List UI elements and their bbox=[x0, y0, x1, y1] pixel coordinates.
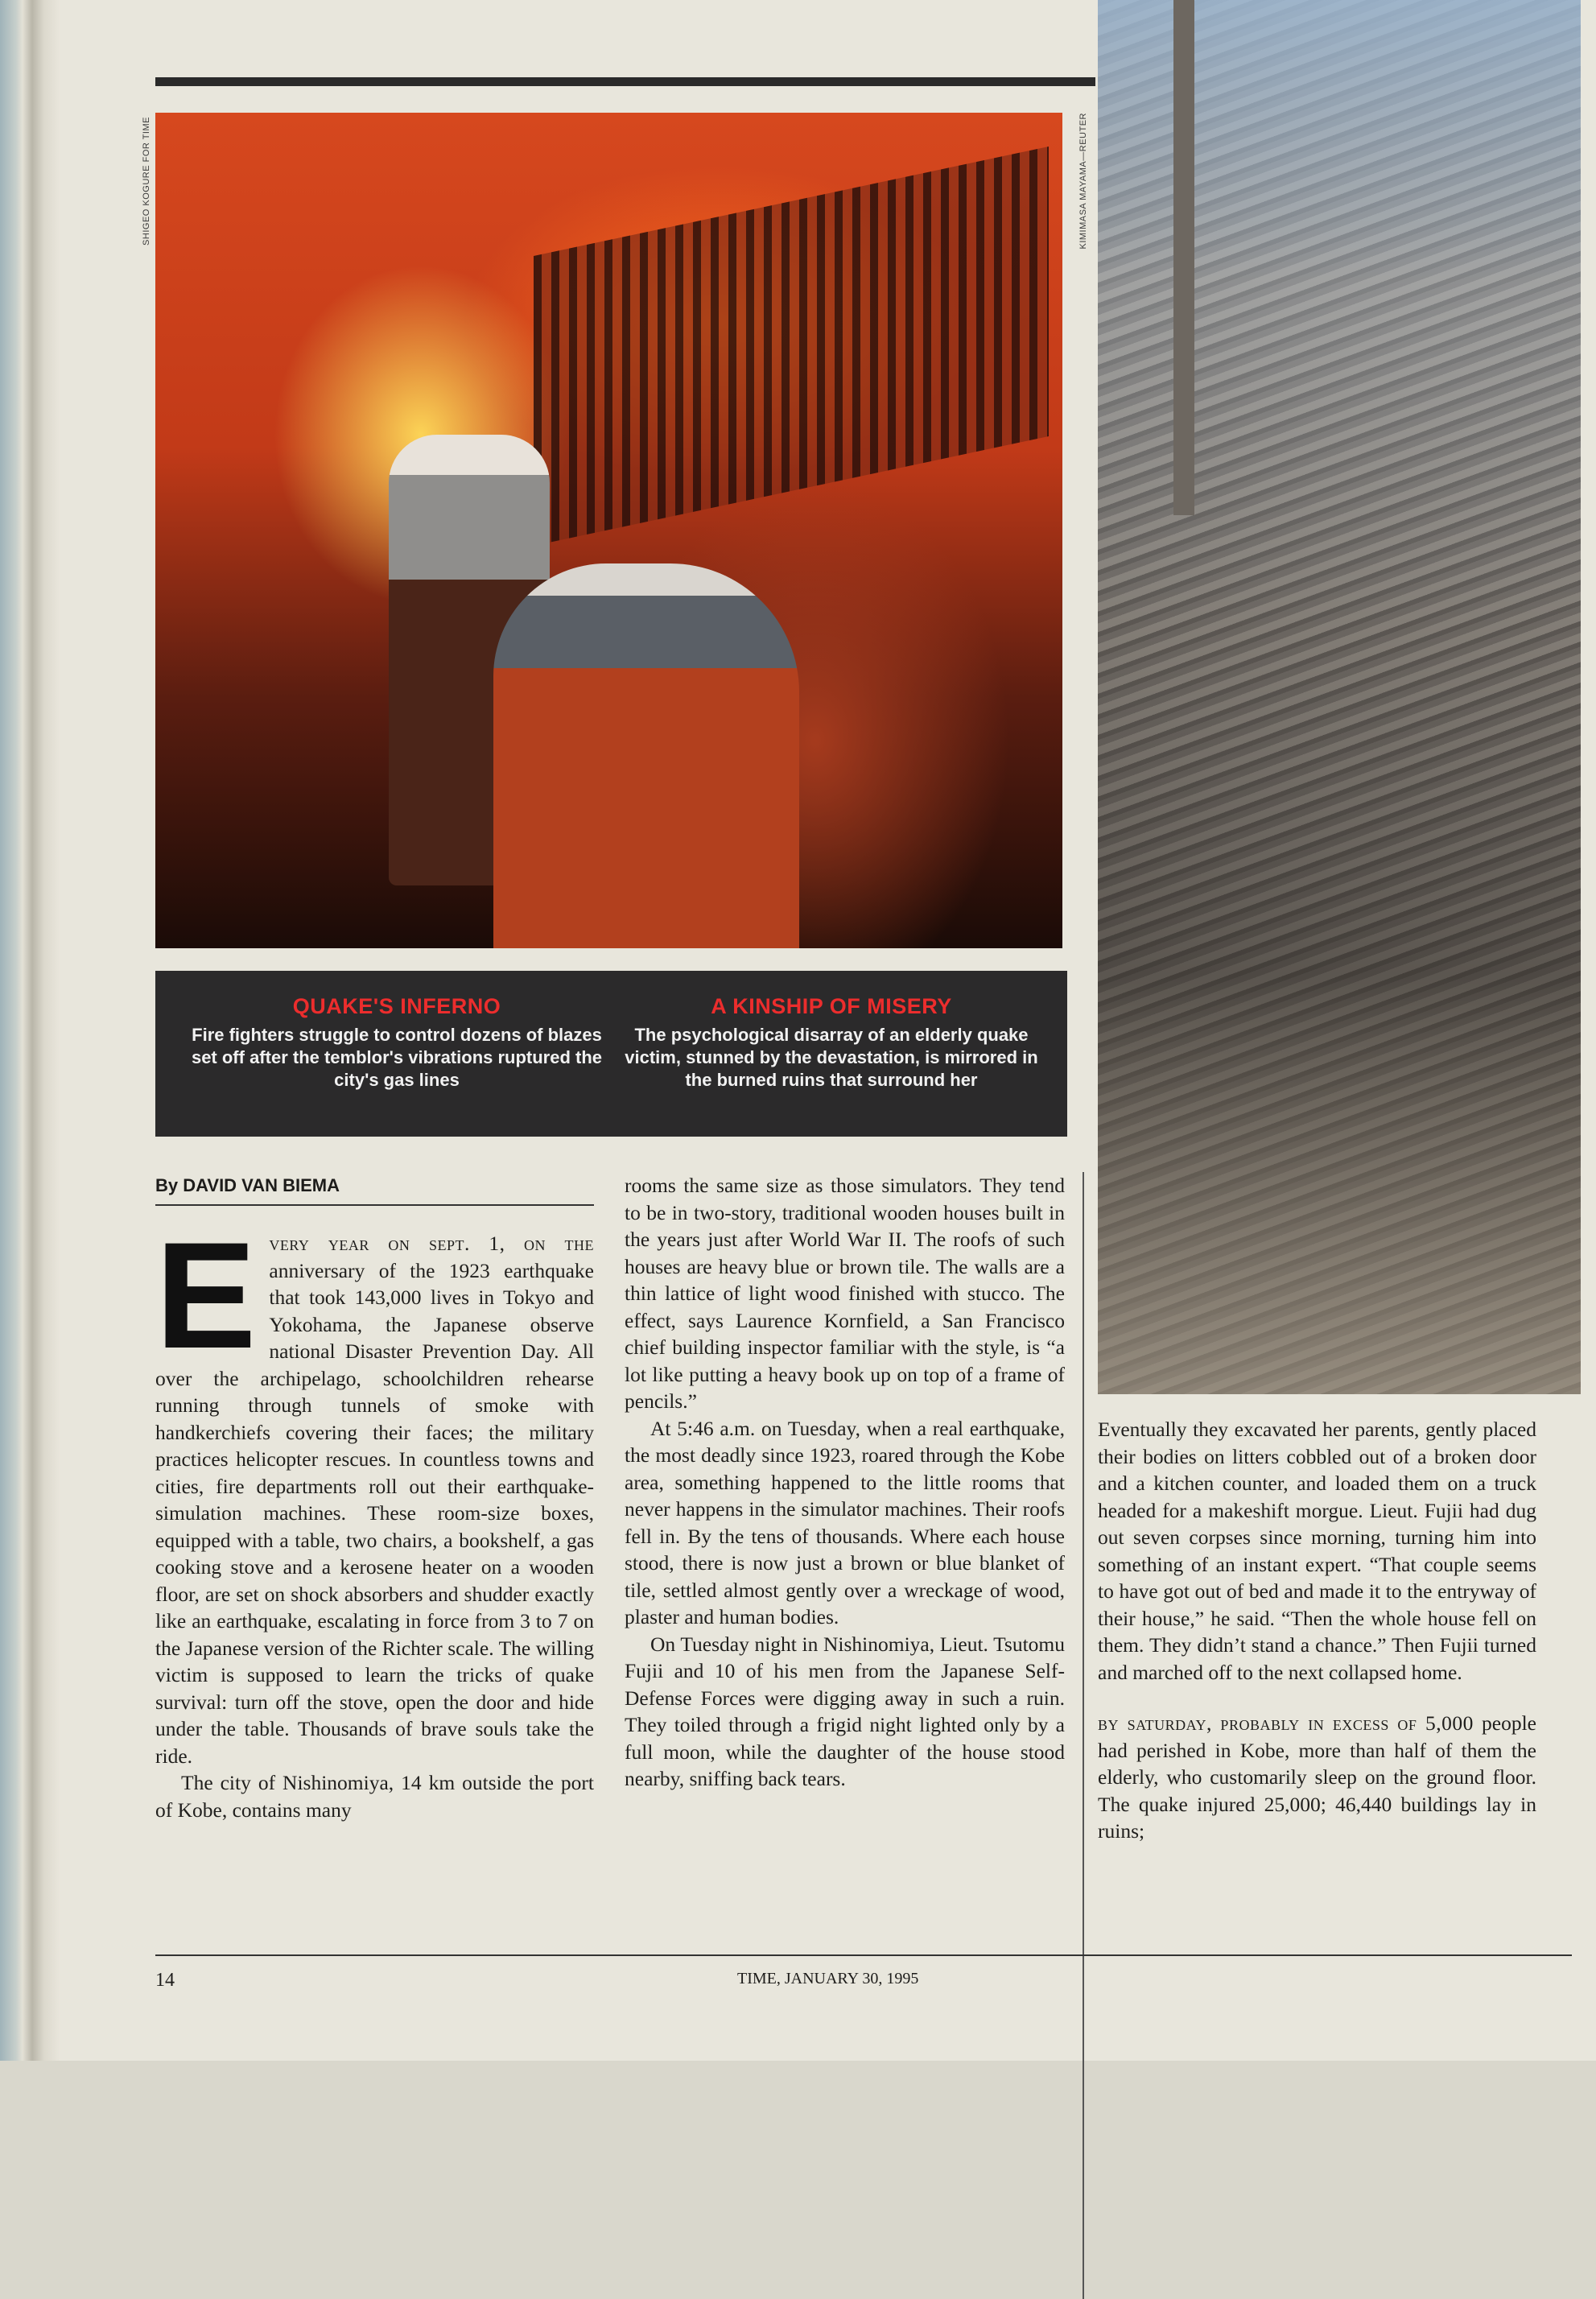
caption-text: The psychological disarray of an elderly quake victim, stunned by the devastation, is mirrored in the burned ruins that surround her bbox=[625, 1025, 1038, 1090]
article-paragraph: The city of Nishinomiya, 14 km outside the port of Kobe, contains many bbox=[155, 1771, 594, 1822]
burning-house-shape bbox=[534, 147, 1049, 546]
caption-text: Fire fighters struggle to control dozens of blazes set off after the temblor's vibrations ruptured the city's gas lines bbox=[191, 1025, 603, 1090]
byline bbox=[155, 1175, 594, 1206]
caption-right bbox=[622, 993, 1041, 1092]
section-paragraph bbox=[1098, 1710, 1536, 1845]
caption-title: QUAKE'S INFERNO bbox=[292, 994, 501, 1018]
top-rule bbox=[155, 77, 1095, 86]
caption-left bbox=[188, 993, 606, 1092]
column-rule bbox=[1083, 1172, 1084, 2299]
article-column-3 bbox=[1098, 1416, 1536, 1845]
section-text: people had perished in Kobe, more than half of them the elderly, who customarily sleep on the ground floor. The quake injured 25,000; 46,440 buildings lay in ruins; bbox=[1098, 1711, 1536, 1843]
caption-title: A KINSHIP OF MISERY bbox=[711, 994, 952, 1018]
page-edge bbox=[0, 0, 60, 2061]
photo-ruins bbox=[1098, 0, 1581, 1394]
photo-firefighters bbox=[155, 113, 1062, 948]
article-paragraph: Eventually they excavated her parents, gently placed their bodies on litters cobbled out of a broken door and a kitchen counter, and loaded them on a truck headed for a makeshift morgue. Lieut. Fujii had dug out seven corpses since morning, turning him into something of an instant expert. “That couple seems to have got out of bed and made it to the entryway of their house,” he said. “Then the whole house fell on them. They didn’t stand a chance.” Then Fujii turned and marched off to the next collapsed home. bbox=[1098, 1418, 1536, 1684]
article-paragraph: rooms the same size as those simulators. They tend to be in two-story, traditional wooden houses built in the years just after World War II. The roofs of such houses are heavy blue or brown tile. The walls are a thin lattice of light wood finished with stucco. The effect, says Laurence Kornfield, a San Francisco chief building inspector familiar with the style, is “a lot like putting a heavy book up on top of a frame of pencils.” bbox=[625, 1174, 1065, 1413]
section-smallcaps: by saturday, probably in excess of 5,000 bbox=[1098, 1711, 1474, 1735]
lead-smallcaps: very year on sept. 1, on the bbox=[269, 1232, 594, 1255]
byline-author: DAVID VAN BIEMA bbox=[183, 1175, 340, 1195]
photo-credit-right: KIMIMASA MAYAMA—REUTER bbox=[1078, 113, 1088, 250]
running-head: TIME, JANUARY 30, 1995 bbox=[737, 1970, 919, 1987]
utility-pole-shape bbox=[1173, 0, 1194, 515]
footer-rule bbox=[155, 1954, 1572, 1956]
article-paragraph: At 5:46 a.m. on Tuesday, when a real earthquake, the most deadly since 1923, roared through the Kobe area, something happened to the little rooms that never happens in the simulator machines. Their roofs fell in. By the tens of thousands. Where each house stood, there is now just a brown or blue blanket of tile, settled almost gently over a wreckage of wood, plaster and human bodies. bbox=[625, 1416, 1065, 1628]
article-column-2 bbox=[625, 1172, 1065, 1793]
photo-credit-left: SHIGEO KOGURE FOR TIME bbox=[142, 117, 151, 246]
article-paragraph: On Tuesday night in Nishinomiya, Lieut. Tsutomu Fujii and 10 of his men from the Japanese Self-Defense Forces were digging away in such a ruin. They toiled through a frigid night lighted only by a full moon, while the daughter of the house stood nearby, sniffing back tears. bbox=[625, 1632, 1065, 1790]
page-number: 14 bbox=[155, 1970, 175, 1991]
lead-text: anniversary of the 1923 earthquake that took 143,000 lives in Tokyo and Yokohama, the Japanese observe national Disaster Prevention Day. All over the archipelago, schoolchildren rehearse running through tunnels of smoke with handkerchiefs covering their faces; the military practices helicopter rescues. In countless towns and cities, fire departments roll out their earthquake-simulation machines. These room-size boxes, equipped with a table, two chairs, a bookshelf, a gas cooking stove and a kerosene heater on a wooden floor, are set on shock absorbers and shudder exactly like an earthquake, escalating in force from 3 to 7 on the Japanese version of the Richter scale. The willing victim is supposed to learn the tricks of quake survival: turn off the stove, open the door and hide under the table. Thousands of brave souls take the ride. bbox=[155, 1258, 594, 1768]
drop-cap: E bbox=[155, 1211, 257, 1380]
article-column-1 bbox=[155, 1211, 594, 1823]
byline-prefix: By bbox=[155, 1175, 179, 1195]
caption-box bbox=[155, 971, 1067, 1137]
firefighter-figure bbox=[493, 563, 799, 948]
